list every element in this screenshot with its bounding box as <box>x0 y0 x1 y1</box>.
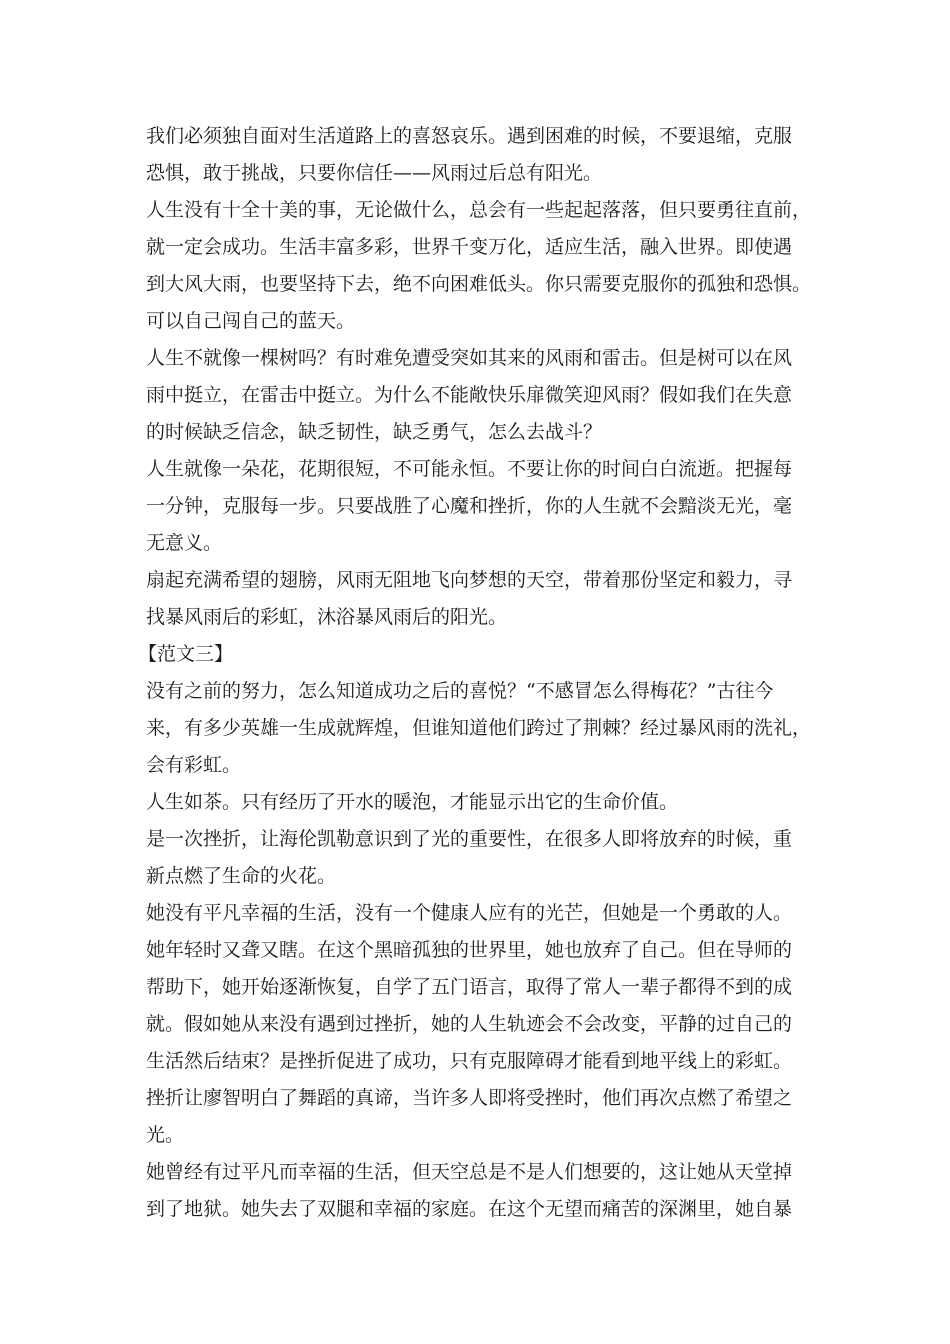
text-line: 到了地狱。她失去了双腿和幸福的家庭。在这个无望而痛苦的深渊里，她自暴 <box>146 1198 793 1220</box>
text-line: 帮助下，她开始逐渐恢复，自学了五门语言，取得了常人一辈子都得不到的成 <box>146 976 793 998</box>
text-line: 一分钟，克服每一步。只要战胜了心魔和挫折，你的人生就不会黯淡无光，毫 <box>146 495 793 517</box>
text-line: 是一次挫折，让海伦凯勒意识到了光的重要性，在很多人即将放弃的时候，重 <box>146 828 793 850</box>
text-line: 我们必须独自面对生活道路上的喜怒哀乐。遇到困难的时候，不要退缩，克服 <box>146 125 793 147</box>
text-line: 的时候缺乏信念，缺乏韧性，缺乏勇气，怎么去战斗？ <box>146 421 603 443</box>
text-line: 来，有多少英雄一生成就辉煌，但谁知道他们跨过了荆棘？经过暴风雨的洗礼， <box>146 717 812 739</box>
text-line: 人生就像一朵花，花期很短，不可能永恒。不要让你的时间白白流逝。把握每 <box>146 458 793 480</box>
text-line: 人生没有十全十美的事，无论做什么，总会有一些起起落落，但只要勇往直前， <box>146 199 812 221</box>
text-line: 到大风大雨，也要坚持下去，绝不向困难低头。你只需要克服你的孤独和恐惧。 <box>146 273 812 295</box>
text-line: 人生不就像一棵树吗？有时难免遭受突如其来的风雨和雷击。但是树可以在风 <box>146 347 793 369</box>
text-line: 生活然后结束？是挫折促进了成功，只有克服障碍才能看到地平线上的彩虹。 <box>146 1050 793 1072</box>
text-line: 就。假如她从来没有遇到过挫折，她的人生轨迹会不会改变，平静的过自己的 <box>146 1013 793 1035</box>
document-body <box>138 118 812 1228</box>
text-line: 挫折让廖智明白了舞蹈的真谛，当许多人即将受挫时，他们再次点燃了希望之 <box>146 1087 793 1109</box>
text-line: 雨中挺立，在雷击中挺立。为什么不能敞快乐扉微笑迎风雨？假如我们在失意 <box>146 384 793 406</box>
text-line: 人生如茶。只有经历了开水的暖泡，才能显示出它的生命价值。 <box>146 791 679 813</box>
text-line: 恐惧，敢于挑战，只要你信任——风雨过后总有阳光。 <box>146 162 603 184</box>
text-line: 找暴风雨后的彩虹，沐浴暴风雨后的阳光。 <box>146 606 508 628</box>
text-line: 她没有平凡幸福的生活，没有一个健康人应有的光芒，但她是一个勇敢的人。 <box>146 902 793 924</box>
text-line: 她年轻时又聋又瞎。在这个黑暗孤独的世界里，她也放弃了自己。但在导师的 <box>146 939 793 961</box>
text-line: 扇起充满希望的翅膀，风雨无阻地飞向梦想的天空，带着那份坚定和毅力，寻 <box>146 569 793 591</box>
text-line: 可以自己闯自己的蓝天。 <box>146 310 356 332</box>
text-line: 就一定会成功。生活丰富多彩，世界千变万化，适应生活，融入世界。即使遇 <box>146 236 793 258</box>
text-line: 会有彩虹。 <box>146 754 242 776</box>
section-heading: 【范文三】 <box>138 643 234 665</box>
text-line: 无意义。 <box>146 532 223 554</box>
text-line: 她曾经有过平凡而幸福的生活，但天空总是不是人们想要的，这让她从天堂掉 <box>146 1161 793 1183</box>
text-line: 没有之前的努力，怎么知道成功之后的喜悦？“不感冒怎么得梅花？”古往今 <box>146 680 774 702</box>
text-line: 光。 <box>146 1124 185 1146</box>
text-line: 新点燃了生命的火花。 <box>146 865 337 887</box>
